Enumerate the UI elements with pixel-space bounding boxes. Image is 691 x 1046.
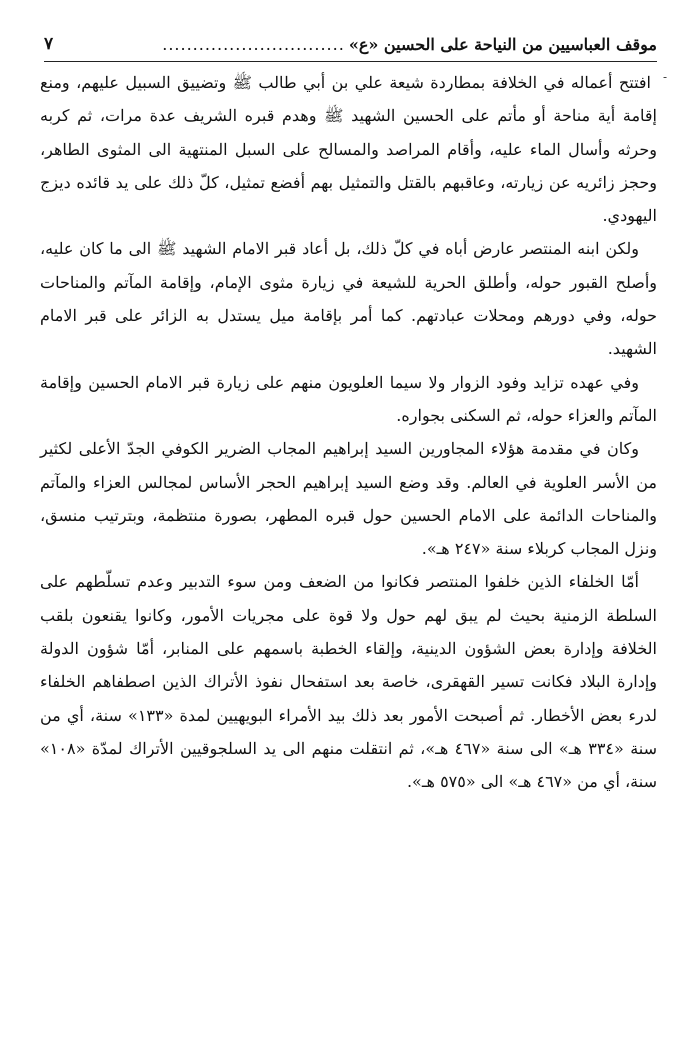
header-divider <box>44 61 657 62</box>
page-number: ٧ <box>44 34 54 54</box>
paragraph-1: افتتح أعماله في الخلافة بمطاردة شيعة علي بن أبي طالب ﷺ وتضييق السبيل عليهم، ومنع إقامة أية مناحة أو مأتم على الحسين الشهيد ﷺ وهدم قبره الشريف عدة مرات، ثم كربه وحرثه وأسال الماء عليه، وأقام المراصد والمسالح على السبل المنتهية الى المثوى الطاهر، وحجز زائريه عن زيارته، وعاقبهم بالقتل والتمثيل بهم أفضع تمثيل، كلّ ذلك على يد قائده ديزج اليهودي. <box>40 73 657 226</box>
header-dot-leader: .............................. <box>162 34 345 54</box>
paragraph-2: ولكن ابنه المنتصر عارض أباه في كلّ ذلك، بل أعاد قبر الامام الشهيد ﷺ الى ما كان عليه، وأصلح القبور حوله، وأطلق الحرية للشيعة في زيارة مثوى الإمام، وإقامة المآتم والمناحات حوله، وفي دورهم ومحلات عبادتهم. كما أمر بإقامة ميل يستدل به الزائر على قبر الامام الشهيد. <box>40 239 657 359</box>
body-text <box>40 66 657 799</box>
running-header <box>44 30 657 58</box>
margin-mark: - <box>662 70 667 84</box>
paragraph-5: أمّا الخلفاء الذين خلفوا المنتصر فكانوا من الضعف ومن سوء التدبير وعدم تسلّطهم على السلطة الزمنية بحيث لم يبق لهم حول ولا قوة على مجريات الأمور، وكانوا يقنعون بلقب الخلافة وإدارة بعض الشؤون الدينية، وإلقاء الخطبة باسمهم على المنابر، أمّا شؤون الدولة وإدارة البلاد فكانت تسير القهقرى، خاصة بعد استفحال نفوذ الأتراك الذين اصطفاهم الخلفاء لدرء بعض الأخطار. ثم أصبحت الأمور بعد ذلك بيد الأمراء البويهيين لمدة «١٣٣» سنة، أي من سنة «٣٣٤ هـ» الى سنة «٤٦٧ هـ»، ثم انتقلت منهم الى يد السلجوقيين الأتراك لمدّة «١٠٨» سنة، أي من «٤٦٧ هـ» الى «٥٧٥ هـ». <box>40 572 658 792</box>
paragraph-4: وكان في مقدمة هؤلاء المجاورين السيد إبراهيم المجاب الضرير الكوفي الجدّ الأعلى لكثير من الأسر العلوية في العالم. وقد وضع السيد إبراهيم الحجر الأساس لمجالس العزاء والمآتم والمناحات الدائمة على الامام الحسين حول قبره المطهر، بصورة منتظمة، وبترتيب منسق، ونزل المجاب كربلاء سنة «٢٤٧ هـ». <box>40 439 657 559</box>
chapter-title: موقف العباسيين من النياحة على الحسين «ع» <box>348 34 657 54</box>
paragraph-3: وفي عهده تزايد وفود الزوار ولا سيما العلويون منهم على زيارة قبر الامام الحسين وإقامة المآتم والعزاء حوله، ثم السكنى بجواره. <box>40 372 657 425</box>
